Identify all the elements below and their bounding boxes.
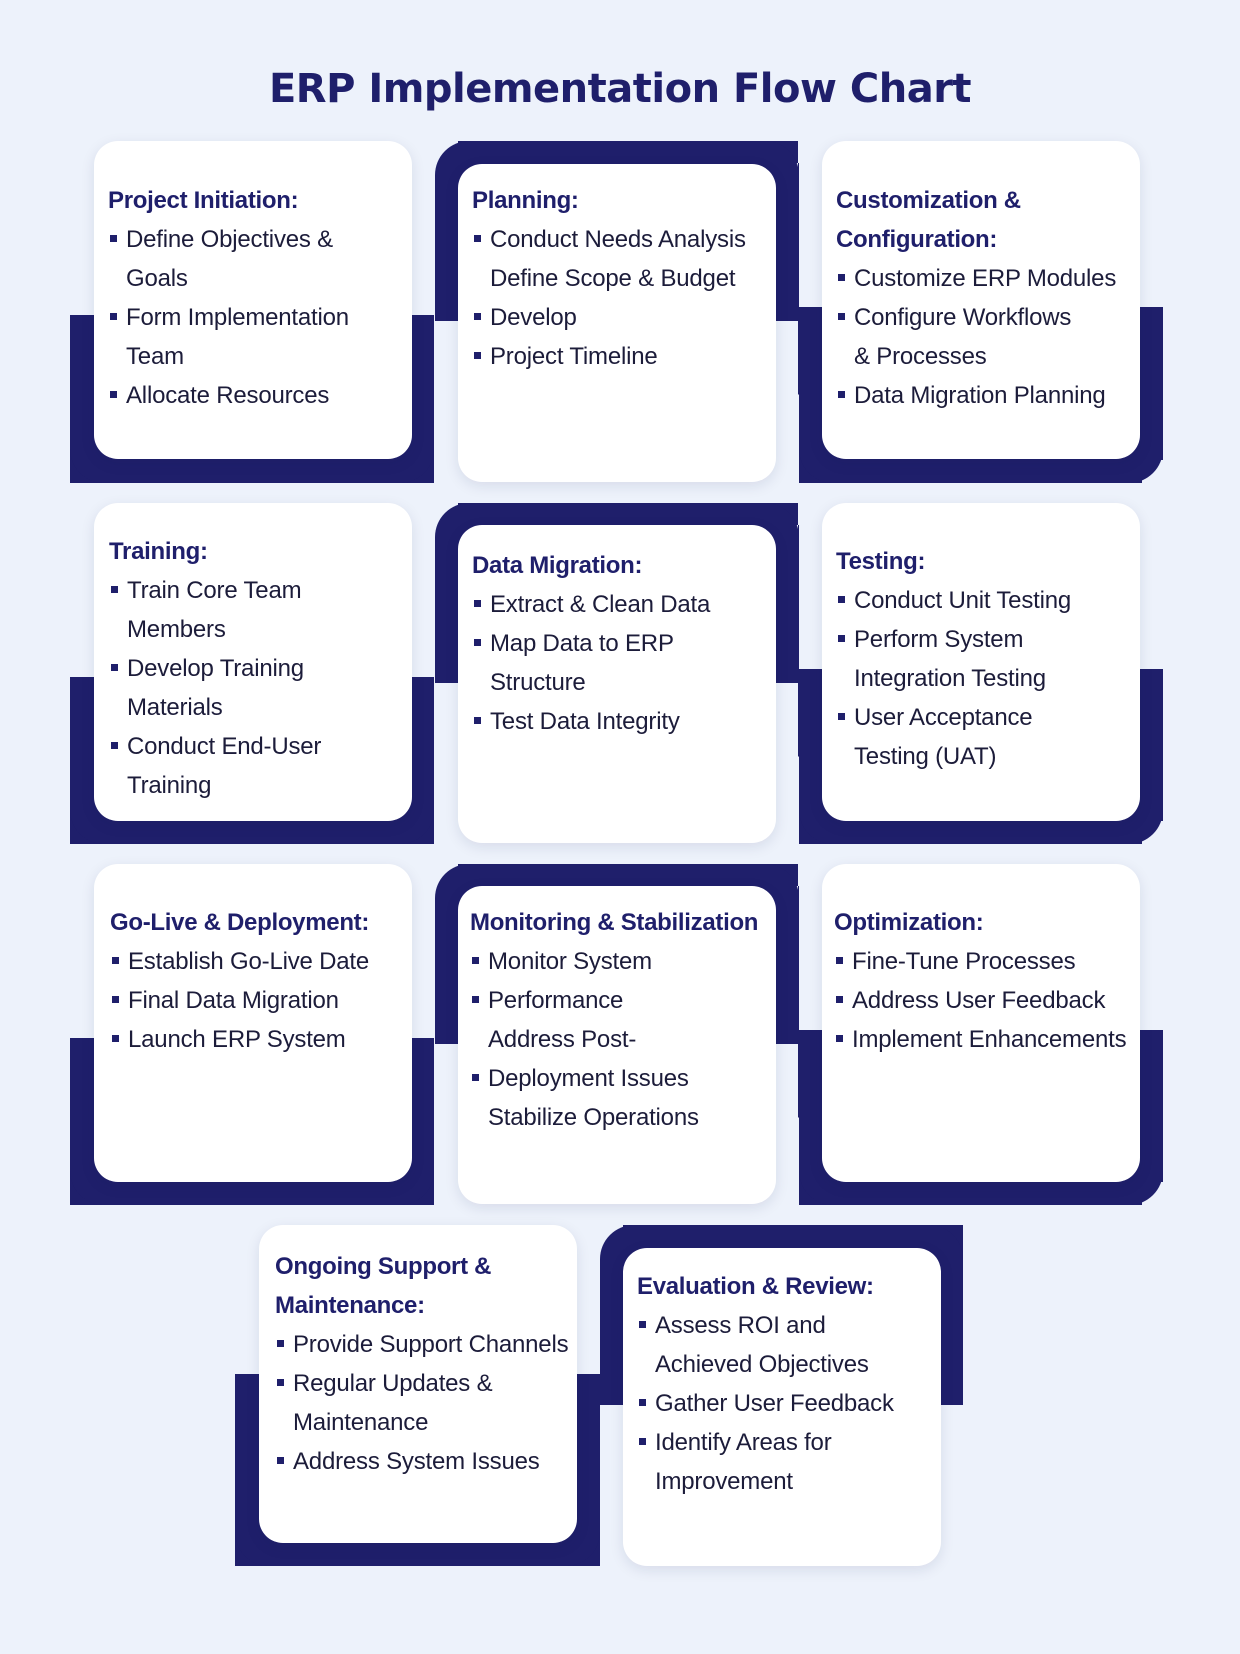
step-item-text: Establish Go-Live Date	[128, 948, 370, 975]
step-item-text: Maintenance	[293, 1409, 429, 1436]
step-item-text: Achieved Objectives	[655, 1351, 869, 1378]
step-item-text: Materials	[127, 694, 223, 721]
step-item	[472, 663, 768, 702]
step-item	[275, 1403, 569, 1442]
step-item	[108, 259, 404, 298]
step-item-text: Test Data Integrity	[490, 708, 680, 735]
step-item	[109, 766, 404, 805]
step-card-go-live	[94, 864, 412, 1182]
step-heading: Evaluation & Review:	[637, 1273, 874, 1300]
step-content	[108, 181, 404, 415]
step-content	[470, 903, 768, 1137]
step-item-list	[472, 585, 768, 741]
step-card-project-initiation	[94, 141, 412, 459]
step-item	[836, 659, 1132, 698]
square-bullet-icon	[277, 1340, 284, 1347]
square-bullet-icon	[112, 996, 119, 1003]
square-bullet-icon	[474, 313, 481, 320]
step-item-text: Configure Workflows	[854, 304, 1072, 331]
step-heading: Configuration:	[836, 226, 998, 253]
step-item	[108, 337, 404, 376]
step-item	[836, 581, 1132, 620]
step-card-testing	[822, 503, 1140, 821]
square-bullet-icon	[277, 1379, 284, 1386]
step-card-optimization	[822, 864, 1140, 1182]
step-item-text: Implement Enhancements	[852, 1026, 1127, 1053]
step-content	[275, 1247, 569, 1481]
square-bullet-icon	[474, 717, 481, 724]
step-item-text: Map Data to ERP	[490, 630, 674, 657]
step-item	[470, 1059, 768, 1098]
step-item	[834, 981, 1132, 1020]
step-item-text: Fine-Tune Processes	[852, 948, 1076, 975]
step-item	[110, 1020, 404, 1059]
step-heading: Planning:	[472, 187, 579, 214]
step-item	[470, 1098, 768, 1137]
step-item-list	[110, 942, 404, 1059]
step-heading: Optimization:	[834, 909, 984, 936]
step-item	[836, 298, 1132, 337]
step-item-text: Define Objectives &	[126, 226, 333, 253]
step-item	[108, 298, 404, 337]
step-item	[836, 698, 1132, 737]
step-item-text: Train Core Team	[127, 577, 302, 604]
square-bullet-icon	[836, 1035, 843, 1042]
step-item-list	[109, 571, 404, 805]
square-bullet-icon	[111, 742, 118, 749]
step-item-text: Form Implementation	[126, 304, 349, 331]
step-item-text: Regular Updates &	[293, 1370, 493, 1397]
square-bullet-icon	[474, 352, 481, 359]
step-heading: Testing:	[836, 548, 926, 575]
square-bullet-icon	[836, 957, 843, 964]
step-item	[834, 1020, 1132, 1059]
step-item	[472, 298, 768, 337]
square-bullet-icon	[639, 1321, 646, 1328]
step-item	[637, 1345, 933, 1384]
step-item	[275, 1325, 569, 1364]
step-card-ongoing-support	[259, 1225, 577, 1543]
square-bullet-icon	[838, 596, 845, 603]
step-heading: Go-Live & Deployment:	[110, 909, 370, 936]
step-item-text: Conduct End-User	[127, 733, 322, 760]
step-item-text: Extract & Clean Data	[490, 591, 711, 618]
square-bullet-icon	[110, 313, 117, 320]
step-item	[836, 337, 1132, 376]
step-item-text: Integration Testing	[854, 665, 1046, 692]
square-bullet-icon	[277, 1457, 284, 1464]
step-item	[836, 259, 1132, 298]
step-item	[637, 1462, 933, 1501]
step-item-text: Stabilize Operations	[488, 1104, 699, 1131]
step-item-text: Training	[127, 772, 212, 799]
step-item-text: Perform System	[854, 626, 1024, 653]
step-item	[108, 376, 404, 415]
step-item-text: Develop Training	[127, 655, 304, 682]
step-item	[109, 727, 404, 766]
square-bullet-icon	[639, 1399, 646, 1406]
square-bullet-icon	[110, 235, 117, 242]
step-item	[275, 1442, 569, 1481]
step-heading: Monitoring & Stabilization	[470, 909, 759, 936]
step-item	[109, 610, 404, 649]
step-card-training	[94, 503, 412, 821]
step-item-text: Define Scope & Budget	[490, 265, 736, 292]
step-item	[637, 1306, 933, 1345]
step-content	[836, 542, 1132, 776]
step-item-text: Improvement	[655, 1468, 793, 1495]
step-item	[470, 942, 768, 981]
square-bullet-icon	[474, 639, 481, 646]
square-bullet-icon	[838, 635, 845, 642]
square-bullet-icon	[474, 235, 481, 242]
step-item-text: Gather User Feedback	[655, 1390, 894, 1417]
step-item	[834, 942, 1132, 981]
square-bullet-icon	[472, 1074, 479, 1081]
step-item-text: & Processes	[854, 343, 987, 370]
square-bullet-icon	[838, 391, 845, 398]
step-item-text: Members	[127, 616, 226, 643]
step-item	[470, 981, 768, 1020]
step-item-text: Address System Issues	[293, 1448, 540, 1475]
square-bullet-icon	[836, 996, 843, 1003]
step-heading: Data Migration:	[472, 552, 643, 579]
step-item-list	[834, 942, 1132, 1059]
step-item-text: Allocate Resources	[126, 382, 330, 409]
step-item-text: Testing (UAT)	[854, 743, 997, 770]
step-item-text: User Acceptance	[854, 704, 1033, 731]
step-card-monitoring	[458, 886, 776, 1204]
step-item-text: Deployment Issues	[488, 1065, 689, 1092]
square-bullet-icon	[838, 274, 845, 281]
square-bullet-icon	[111, 586, 118, 593]
square-bullet-icon	[838, 713, 845, 720]
step-item-text: Monitor System	[488, 948, 652, 975]
step-card-data-migration	[458, 525, 776, 843]
square-bullet-icon	[838, 313, 845, 320]
step-item	[472, 259, 768, 298]
step-card-customization	[822, 141, 1140, 459]
square-bullet-icon	[474, 600, 481, 607]
step-item-text: Develop	[490, 304, 577, 331]
step-item	[110, 981, 404, 1020]
step-item	[836, 376, 1132, 415]
step-item-text: Customize ERP Modules	[854, 265, 1117, 292]
step-content	[836, 181, 1132, 415]
step-item	[275, 1364, 569, 1403]
step-item	[472, 220, 768, 259]
step-item-text: Address Post-	[488, 1026, 637, 1053]
square-bullet-icon	[112, 1035, 119, 1042]
square-bullet-icon	[472, 957, 479, 964]
step-item	[470, 1020, 768, 1059]
step-heading: Training:	[109, 538, 208, 565]
step-item	[637, 1423, 933, 1462]
step-item	[836, 737, 1132, 776]
step-item-text: Launch ERP System	[128, 1026, 346, 1053]
step-content	[110, 903, 404, 1059]
square-bullet-icon	[472, 996, 479, 1003]
step-item	[472, 337, 768, 376]
step-item-text: Address User Feedback	[852, 987, 1106, 1014]
step-content	[109, 532, 404, 805]
square-bullet-icon	[111, 664, 118, 671]
step-item-text: Provide Support Channels	[293, 1331, 569, 1358]
step-item-list	[637, 1306, 933, 1501]
step-item-text: Data Migration Planning	[854, 382, 1106, 409]
step-item	[637, 1384, 933, 1423]
step-item	[109, 571, 404, 610]
square-bullet-icon	[110, 391, 117, 398]
step-item-text: Structure	[490, 669, 586, 696]
step-card-evaluation	[623, 1248, 941, 1566]
step-item-list	[472, 220, 768, 376]
step-item	[472, 585, 768, 624]
step-item	[472, 624, 768, 663]
step-content	[834, 903, 1132, 1059]
step-item	[109, 688, 404, 727]
step-item	[836, 620, 1132, 659]
step-content	[472, 181, 768, 376]
step-heading: Project Initiation:	[108, 187, 299, 214]
step-item-list	[470, 942, 768, 1137]
step-item-text: Project Timeline	[490, 343, 658, 370]
step-item-text: Assess ROI and	[655, 1312, 826, 1339]
step-heading: Customization &	[836, 187, 1021, 214]
page-title: ERP Implementation Flow Chart	[268, 66, 972, 112]
step-item-list	[836, 259, 1132, 415]
step-item-text: Conduct Unit Testing	[854, 587, 1072, 614]
step-item	[108, 220, 404, 259]
step-card-planning	[458, 164, 776, 482]
step-item	[109, 649, 404, 688]
step-item-text: Identify Areas for	[655, 1429, 832, 1456]
step-item-list	[108, 220, 404, 415]
step-item-list	[836, 581, 1132, 776]
step-item	[472, 702, 768, 741]
step-item-list	[275, 1325, 569, 1481]
step-item-text: Goals	[126, 265, 188, 292]
square-bullet-icon	[112, 957, 119, 964]
square-bullet-icon	[639, 1438, 646, 1445]
step-item-text: Final Data Migration	[128, 987, 339, 1014]
step-item-text: Team	[126, 343, 184, 370]
step-content	[472, 546, 768, 741]
step-heading: Maintenance:	[275, 1292, 425, 1319]
step-heading: Ongoing Support &	[275, 1253, 492, 1280]
step-item-text: Performance	[488, 987, 624, 1014]
step-content	[637, 1267, 933, 1501]
step-item	[110, 942, 404, 981]
step-item-text: Conduct Needs Analysis	[490, 226, 746, 253]
